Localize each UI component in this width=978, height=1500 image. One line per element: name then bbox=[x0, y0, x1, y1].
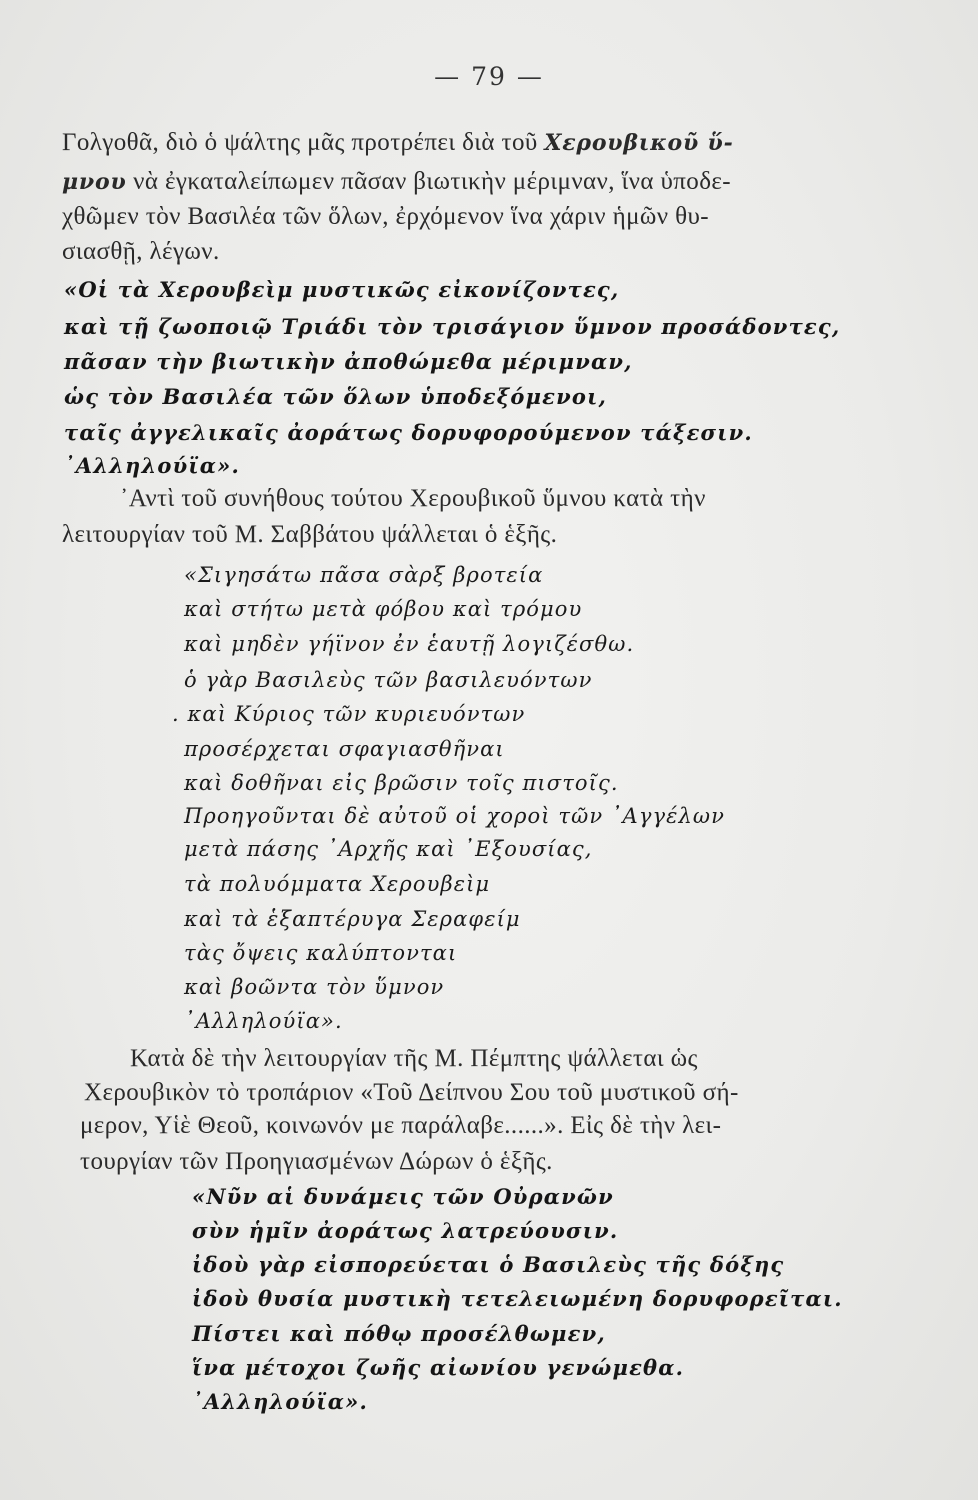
hymn-2-line-9: μετὰ πάσης ᾿Αρχῆς καὶ ᾿Εξουσίας, bbox=[184, 837, 593, 861]
hymn-1-line-3: πᾶσαν τὴν βιωτικὴν ἀποθώμεθα μέριμναν, bbox=[64, 349, 633, 374]
paragraph-1-line-2-emphasis: μνου bbox=[62, 169, 127, 195]
hymn-2-line-6: προσέρχεται σφαγιασθῆναι bbox=[184, 737, 505, 761]
hymn-3-line-5: Πίστει καὶ πόθῳ προσέλθωμεν, bbox=[192, 1321, 606, 1346]
hymn-2-line-13: καὶ βοῶντα τὸν ὕμνον bbox=[184, 975, 445, 999]
page-number: — 79 — bbox=[434, 62, 544, 91]
paragraph-3-line-1: Κατὰ δὲ τὴν λειτουργίαν τῆς Μ. Πέμπτης ψάλλεται ὡς bbox=[130, 1045, 698, 1072]
hymn-2-line-1: «Σιγησάτω πᾶσα σὰρξ βροτεία bbox=[184, 563, 544, 587]
paragraph-3-line-4: τουργίαν τῶν Προηγιασμένων Δώρων ὁ ἑξῆς. bbox=[80, 1148, 553, 1175]
paragraph-1-line-2-text: νὰ ἐγκαταλείπωμεν πᾶσαν βιωτικὴν μέριμναν, ἵνα ὑποδε- bbox=[126, 168, 732, 195]
hymn-2-line-7: καὶ δοθῆναι εἰς βρῶσιν τοῖς πιστοῖς. bbox=[184, 771, 619, 795]
hymn-1-line-4: ὡς τὸν Βασιλέα τῶν ὅλων ὑποδεξόμενοι, bbox=[64, 384, 607, 409]
hymn-3-line-7: ᾿Αλληλούϊα». bbox=[192, 1389, 368, 1414]
paragraph-1-line-4: σιασθῇ, λέγων. bbox=[62, 238, 220, 265]
hymn-3-line-1: «Νῦν αἱ δυνάμεις τῶν Οὐρανῶν bbox=[192, 1184, 614, 1209]
paragraph-1-line-2 bbox=[62, 167, 731, 197]
hymn-3-line-6: ἵνα μέτοχοι ζωῆς αἰωνίου γενώμεθα. bbox=[192, 1355, 685, 1380]
hymn-3-line-3: ἰδοὺ γὰρ εἰσπορεύεται ὁ Βασιλεὺς τῆς δόξης bbox=[192, 1252, 785, 1277]
hymn-1-line-5: ταῖς ἀγγελικαῖς ἀοράτως δορυφορούμενον τάξεσιν. bbox=[64, 420, 753, 445]
hymn-2-line-12: τὰς ὄψεις καλύπτονται bbox=[184, 941, 458, 965]
hymn-3-line-4: ἰδοὺ θυσία μυστικὴ τετελειωμένη δορυφορεῖται. bbox=[192, 1286, 843, 1311]
hymn-2-line-2: καὶ στήτω μετὰ φόβου καὶ τρόμου bbox=[184, 597, 583, 621]
paragraph-1-line-1-text: Γολγοθᾶ, διὸ ὁ ψάλτης μᾶς προτρέπει διὰ τοῦ bbox=[62, 129, 545, 156]
hymn-2-line-3: καὶ μηδὲν γήϊνον ἐν ἑαυτῇ λογιζέσθω. bbox=[184, 632, 635, 656]
hymn-1-line-2: καὶ τῇ ζωοποιῷ Τριάδι τὸν τρισάγιον ὕμνον προσάδοντες, bbox=[64, 314, 841, 339]
hymn-2-line-8: Προηγοῦνται δὲ αὐτοῦ οἱ χοροὶ τῶν ᾿Αγγέλων bbox=[184, 804, 725, 828]
hymn-1-line-1: «Οἱ τὰ Χερουβεὶμ μυστικῶς εἰκονίζοντες, bbox=[64, 277, 620, 302]
hymn-2-line-10: τὰ πολυόμματα Χερουβεὶμ bbox=[184, 872, 491, 896]
paragraph-3-line-3: μερον, Υἱὲ Θεοῦ, κοινωνόν με παράλαβε......». Εἰς δὲ τὴν λει- bbox=[80, 1112, 722, 1139]
hymn-2-line-4: ὁ γὰρ Βασιλεὺς τῶν βασιλευόντων bbox=[184, 668, 593, 692]
hymn-2-line-11: καὶ τὰ ἑξαπτέρυγα Σεραφείμ bbox=[184, 907, 521, 931]
hymn-1-line-6: ᾿Αλληλούϊα». bbox=[64, 453, 240, 478]
hymn-3-line-2: σὺν ἡμῖν ἀοράτως λατρεύουσιν. bbox=[192, 1218, 619, 1243]
hymn-2-line-14: ᾿Αλληλούϊα». bbox=[184, 1009, 343, 1033]
paragraph-1-line-3: χθῶμεν τὸν Βασιλέα τῶν ὅλων, ἐρχόμενον ἵνα χάριν ἡμῶν θυ- bbox=[62, 203, 709, 230]
paragraph-1-line-1-emphasis: Χερουβικοῦ ὕ- bbox=[544, 130, 734, 156]
paragraph-3-line-2: Χερουβικὸν τὸ τροπάριον «Τοῦ Δείπνου Σου τοῦ μυστικοῦ σή- bbox=[84, 1079, 739, 1106]
paragraph-1-line-1 bbox=[62, 128, 734, 158]
paragraph-2-line-1: ᾿Αντὶ τοῦ συνήθους τούτου Χερουβικοῦ ὕμνου κατὰ τὴν bbox=[120, 485, 706, 512]
hymn-2-line-5: . καὶ Κύριος τῶν κυριευόντων bbox=[172, 702, 526, 726]
paragraph-2-line-2: λειτουργίαν τοῦ Μ. Σαββάτου ψάλλεται ὁ ἑξῆς. bbox=[62, 521, 558, 548]
